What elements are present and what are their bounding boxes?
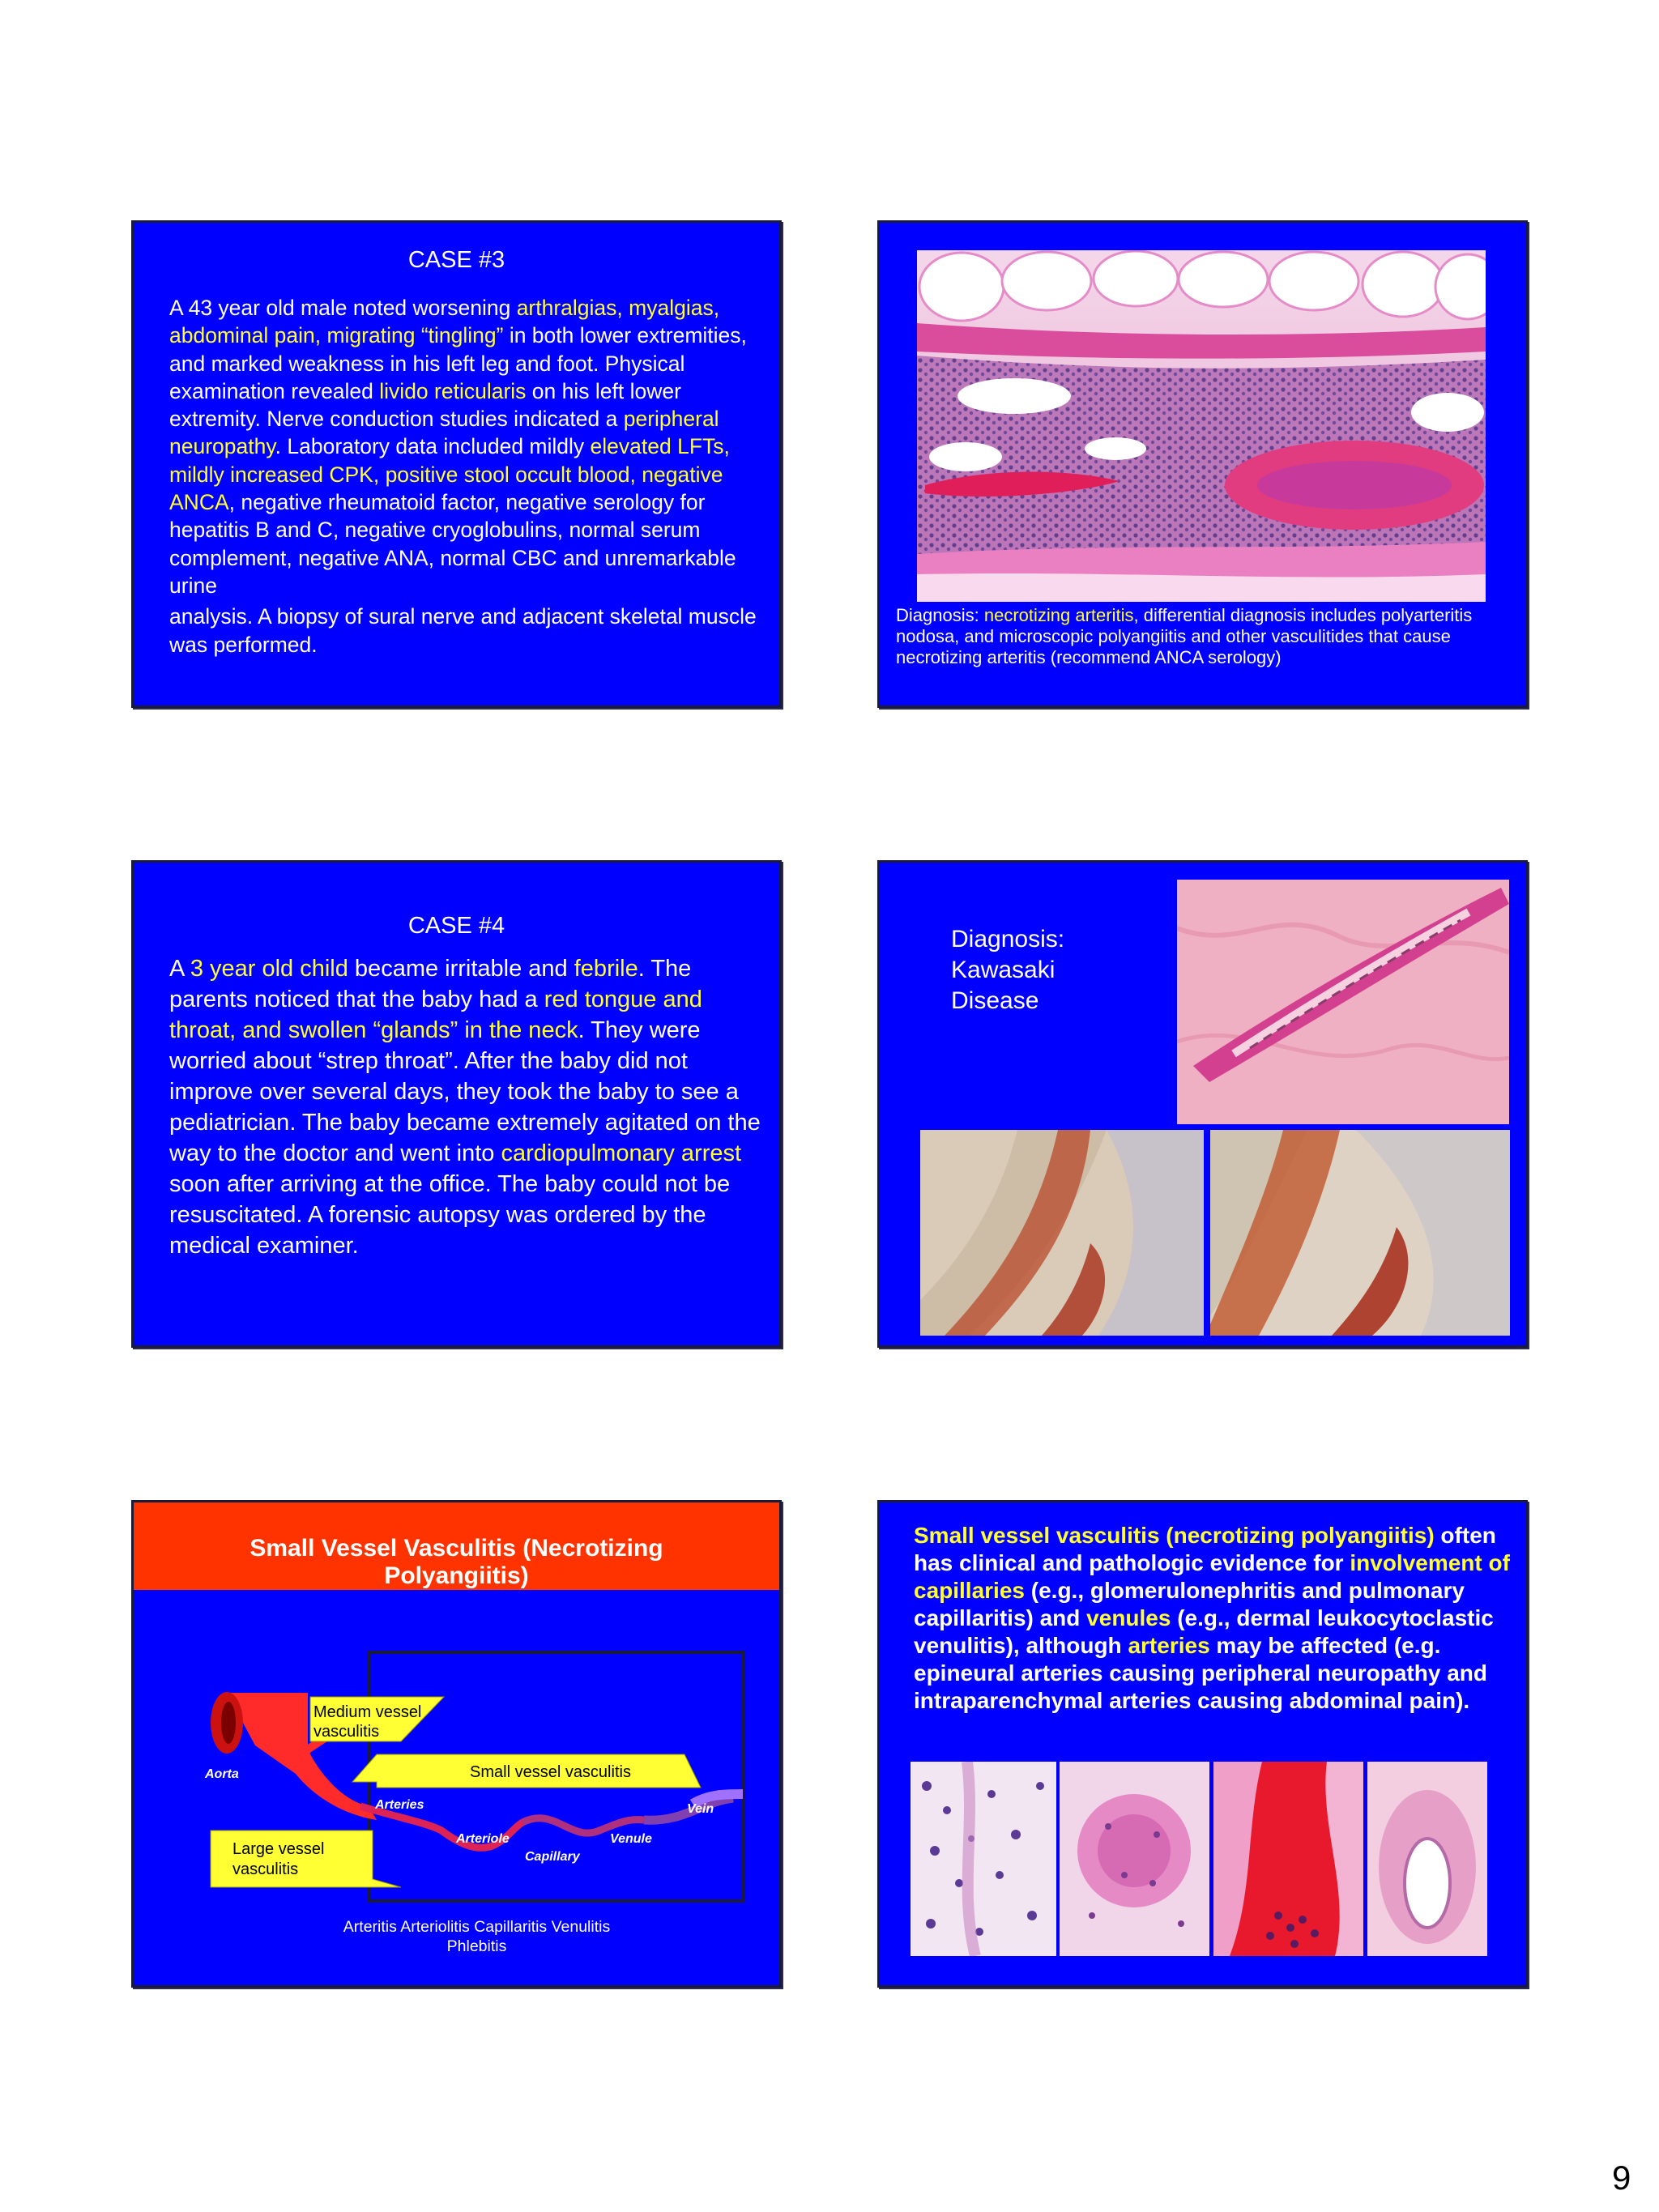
medium-vessel-label (310, 1697, 444, 1741)
case-description (169, 294, 761, 658)
diagnosis-caption (896, 605, 1479, 668)
vasculitis-types (134, 1917, 779, 1956)
rich-text (896, 605, 1472, 667)
explanation-text (914, 1522, 1513, 1715)
text-segment: , differential diagnosis includes polyarteritis nodosa, and microscopic polyangiitis and other vasculitides that cause necrotizing arteritis (recommend ANCA serology) (896, 605, 1473, 667)
micrograph-2 (1060, 1762, 1209, 1956)
diagnosis-line: Disease (951, 987, 1039, 1014)
title-line-2: Polyangiitis) (384, 1562, 529, 1589)
text-segment: on his left lower extremity. Nerve conduction studies indicated a (169, 378, 681, 432)
micrograph-3 (1213, 1762, 1363, 1956)
coronary-artery-photo (1177, 880, 1509, 1124)
micrograph-4 (1367, 1762, 1487, 1956)
text-segment: . The parents noticed that the baby had a (169, 956, 692, 1012)
rich-text (914, 1523, 1510, 1713)
slide-small-vessel-vasculitis-text (877, 1500, 1528, 1988)
text-segment: may be affected (e.g. epineural arteries causing peripheral neuropathy and intraparenchymal arteries causing abdominal pain). (914, 1633, 1487, 1713)
text-segment: (e.g., dermal leukocytoclastic venulitis), although (914, 1605, 1494, 1658)
title-line-1: Small Vessel Vasculitis (Necrotizing (249, 1535, 663, 1562)
slide-kawasaki-disease (877, 860, 1528, 1348)
case-description (169, 953, 761, 1261)
vein-label: Vein (687, 1802, 714, 1816)
aorta-label: Aorta (205, 1767, 239, 1781)
highlighted-text: arthralgias, myalgias, abdominal pain, migrating “tingling” (169, 296, 720, 348)
venule-label: Venule (610, 1832, 652, 1846)
highlighted-text: Small vessel vasculitis (necrotizing polyangiitis) (914, 1523, 1435, 1548)
capillary-label: Capillary (525, 1850, 580, 1864)
highlighted-text: involvement of capillaries (914, 1550, 1510, 1603)
text-segment: . Laboratory data included mildly (275, 434, 591, 459)
histology-photo (917, 250, 1486, 602)
text-segment: , negative rheumatoid factor, negative serology for hepatitis B and C, negative cryoglobulins, normal serum complement, negative ANA, normal CBC and unremarkable urine (169, 490, 736, 598)
rich-text (169, 956, 761, 1259)
medium-vessel-text-2: vasculitis (313, 1723, 380, 1741)
slide-title: CASE #3 (407, 247, 505, 273)
text-segment: often has clinical and pathologic evidence for (914, 1523, 1496, 1575)
large-vessel-label (211, 1831, 401, 1887)
highlighted-text: elevated LFTs, mildly increased CPK, positive stool occult blood, negative ANCA (169, 434, 730, 515)
micrograph-1 (911, 1762, 1056, 1956)
highlighted-text: livido reticularis (379, 378, 527, 403)
diagnosis-line: Diagnosis: (951, 926, 1065, 953)
case-description-end: analysis. A biopsy of sural nerve and adjacent skeletal muscle was performed. (169, 604, 757, 657)
slide-case-3 (131, 220, 782, 708)
large-vessel-text-2: vasculitis (232, 1860, 299, 1878)
large-vessel-text-1: Large vessel (232, 1840, 325, 1858)
highlighted-text: peripheral neuropathy (169, 407, 719, 459)
slide-necrotizing-arteritis (877, 220, 1528, 708)
small-vessel-label (352, 1754, 701, 1788)
page-number: 9 (1612, 2159, 1631, 2197)
highlighted-text: 3 year old child (190, 956, 348, 982)
text-segment: in both lower extremities, and marked weakness in his left leg and foot. Physical examination revealed (169, 323, 747, 403)
highlighted-text: venules (1086, 1605, 1171, 1630)
text-segment: A 43 year old male noted worsening (169, 296, 517, 320)
vasculitis-types-line-2: Phlebitis (446, 1937, 507, 1955)
diagnosis-text (951, 924, 1064, 1016)
slide-small-vessel-vasculitis-diagram (131, 1500, 782, 1988)
text-segment: A (169, 956, 190, 982)
immunostain-photo-2 (1210, 1130, 1510, 1336)
highlighted-text: necrotizing arteritis (983, 605, 1134, 625)
highlighted-text: cardiopulmonary arrest (501, 1140, 742, 1166)
immunostain-photo-1 (920, 1130, 1204, 1336)
rich-text (169, 296, 747, 598)
arteriole-label: Arteriole (456, 1832, 510, 1846)
diagnosis-line: Kawasaki (951, 957, 1056, 983)
small-vessel-text: Small vessel vasculitis (470, 1763, 631, 1781)
highlighted-text: arteries (1128, 1633, 1210, 1658)
highlighted-text: febrile (574, 956, 638, 982)
vasculitis-types-line-1: Arteritis Arteriolitis Capillaritis Venulitis (343, 1918, 611, 1936)
medium-vessel-text-1: Medium vessel (313, 1703, 422, 1721)
vessel-size-diagram (134, 1502, 779, 1985)
text-segment: Diagnosis: (896, 605, 984, 625)
slide-case-4 (131, 860, 782, 1348)
arteries-label: Arteries (375, 1798, 424, 1812)
highlighted-text: red tongue and throat, and swollen “glands” in the neck (169, 987, 702, 1043)
text-segment: (e.g., glomerulonephritis and pulmonary capillaritis) and (914, 1578, 1465, 1630)
slide-title: CASE #4 (407, 913, 505, 939)
text-segment: . They were worried about “strep throat”. After the baby did not improve over several days, they took the baby to see a pediatrician. The baby became extremely agitated on the way to the doctor and went into (169, 1017, 761, 1166)
text-segment: soon after arriving at the office. The baby could not be resuscitated. A forensic autopsy was ordered by the medical examiner. (169, 1171, 731, 1259)
text-segment: became irritable and (348, 956, 574, 982)
